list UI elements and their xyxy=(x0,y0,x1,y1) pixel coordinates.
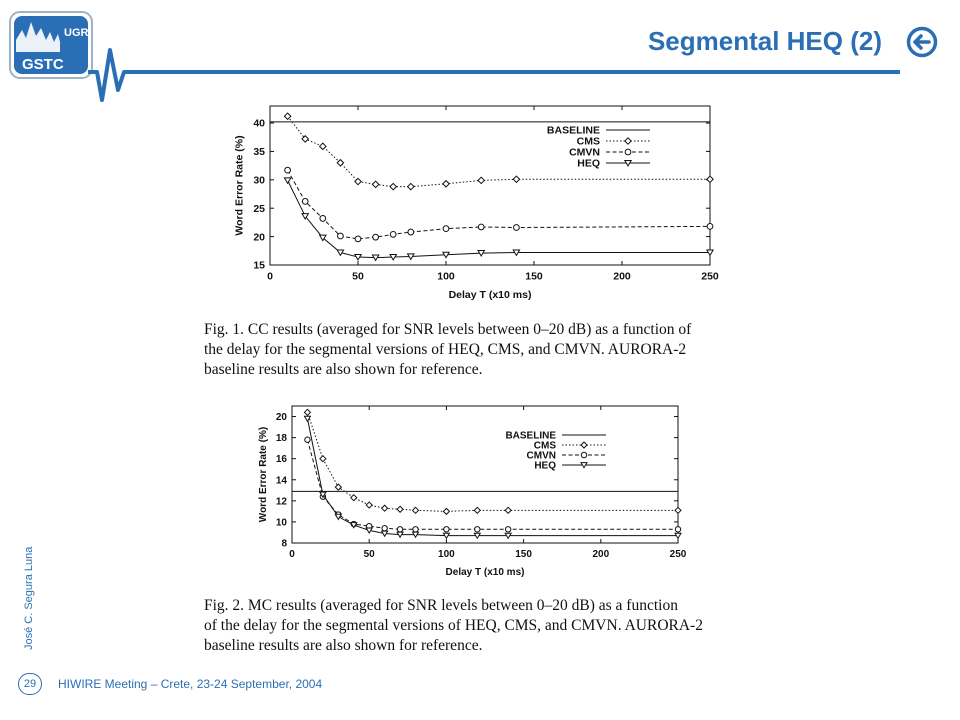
legend-label: CMS xyxy=(533,440,556,452)
arrow-left-icon[interactable] xyxy=(906,26,938,58)
legend-label: CMS xyxy=(576,135,600,148)
series-cms xyxy=(304,409,681,514)
legend-label: HEQ xyxy=(577,157,600,170)
data-point-cms xyxy=(351,495,357,501)
legend-marker xyxy=(625,149,631,155)
data-point-cms xyxy=(390,183,396,189)
y-tick-label: 20 xyxy=(275,412,287,424)
data-point-cmvn xyxy=(305,437,310,442)
data-point-cmvn xyxy=(338,233,344,239)
y-tick-label: 8 xyxy=(281,538,287,550)
data-point-cmvn xyxy=(302,199,308,205)
data-point-cms xyxy=(366,502,372,508)
series-line-cms xyxy=(288,116,710,186)
legend-label: CMVN xyxy=(569,146,600,159)
data-point-cms xyxy=(478,177,484,183)
data-point-cms xyxy=(413,507,419,513)
data-point-cmvn xyxy=(397,527,402,532)
fig1-caption-line: baseline results are also shown for reference. xyxy=(204,361,483,378)
data-point-cms xyxy=(335,484,341,490)
series-line-heq xyxy=(288,180,710,257)
y-tick-label: 16 xyxy=(275,454,287,466)
data-point-cmvn xyxy=(675,527,680,532)
fig1-caption-line: the delay for the segmental versions of HEQ, CMS, and CMVN. AURORA-2 xyxy=(204,341,687,358)
legend-marker xyxy=(625,138,631,144)
page-title: Segmental HEQ (2) xyxy=(647,26,882,56)
legend-label: BASELINE xyxy=(505,430,556,442)
data-point-cms xyxy=(372,181,378,187)
data-point-cms xyxy=(513,176,519,182)
x-tick-label: 150 xyxy=(515,549,532,560)
fig1-caption xyxy=(204,320,691,380)
data-point-cms xyxy=(443,508,449,514)
series-heq xyxy=(284,178,713,261)
y-tick-label: 15 xyxy=(253,259,265,272)
data-point-cmvn xyxy=(382,526,387,531)
y-tick-label: 25 xyxy=(253,202,265,215)
x-tick-label: 150 xyxy=(525,270,543,283)
x-axis-label: Delay T (x10 ms) xyxy=(448,289,532,301)
data-point-cms xyxy=(284,113,290,119)
data-point-cmvn xyxy=(355,236,361,242)
data-point-cms xyxy=(443,181,449,187)
series-cmvn xyxy=(305,437,681,532)
y-axis-label: Word Error Rate (%) xyxy=(233,135,246,236)
data-point-cmvn xyxy=(320,216,326,222)
series-cmvn xyxy=(285,167,713,241)
logo xyxy=(10,12,92,78)
x-tick-label: 200 xyxy=(613,270,631,283)
data-point-cms xyxy=(505,507,511,513)
y-tick-label: 10 xyxy=(275,517,287,529)
legend-marker xyxy=(581,442,587,448)
data-point-cmvn xyxy=(390,231,396,237)
data-point-heq xyxy=(304,416,310,421)
data-point-cms xyxy=(474,507,480,513)
data-point-cmvn xyxy=(505,527,510,532)
y-tick-label: 40 xyxy=(253,117,265,130)
series-line-cmvn xyxy=(307,440,678,530)
y-tick-label: 14 xyxy=(275,475,287,487)
y-axis-label: Word Error Rate (%) xyxy=(258,426,269,523)
data-point-cmvn xyxy=(443,226,449,232)
x-tick-label: 50 xyxy=(352,270,364,283)
y-tick-label: 30 xyxy=(253,174,265,187)
data-point-cmvn xyxy=(413,527,418,532)
x-tick-label: 100 xyxy=(437,270,455,283)
y-tick-label: 12 xyxy=(275,496,287,508)
data-point-cms xyxy=(355,178,361,184)
x-axis-label: Delay T (x10 ms) xyxy=(445,567,525,578)
fig2-caption-line: of the delay for the segmental versions of HEQ, CMS, and CMVN. AURORA-2 xyxy=(204,617,703,634)
y-tick-label: 18 xyxy=(275,433,287,445)
data-point-cms xyxy=(382,505,388,511)
chart-mc-results xyxy=(236,398,696,586)
logo-text-top: UGR xyxy=(64,27,89,39)
series-line-heq xyxy=(307,419,678,536)
data-point-cmvn xyxy=(444,527,449,532)
data-point-cmvn xyxy=(373,234,379,240)
series-heq xyxy=(304,416,681,538)
chart-cc-results xyxy=(210,100,730,310)
series-line-cmvn xyxy=(288,170,710,239)
x-tick-label: 50 xyxy=(363,549,375,560)
legend-marker xyxy=(581,452,586,457)
data-point-cmvn xyxy=(707,224,713,230)
data-point-cms xyxy=(320,143,326,149)
data-point-cms xyxy=(397,506,403,512)
fig2-caption xyxy=(204,596,703,656)
legend-label: HEQ xyxy=(534,460,556,472)
y-tick-label: 20 xyxy=(253,231,265,244)
author-name: José C. Segura Luna xyxy=(23,546,35,650)
data-point-cms xyxy=(304,409,310,415)
data-point-cms xyxy=(337,160,343,166)
y-tick-label: 35 xyxy=(253,146,265,159)
fig2-caption-line: Fig. 2. MC results (averaged for SNR levels between 0–20 dB) as a function xyxy=(204,597,678,614)
x-tick-label: 0 xyxy=(289,549,295,560)
data-point-cmvn xyxy=(514,225,520,231)
meeting-footer: HIWIRE Meeting – Crete, 23-24 September, 2004 xyxy=(58,677,323,691)
x-tick-label: 250 xyxy=(669,549,687,560)
legend-label: CMVN xyxy=(526,450,556,462)
data-point-cmvn xyxy=(478,224,484,230)
page-number: 29 xyxy=(18,673,42,695)
legend-label: BASELINE xyxy=(546,124,600,137)
data-point-cms xyxy=(707,176,713,182)
fig2-caption-line: baseline results are also shown for reference. xyxy=(204,637,483,654)
x-tick-label: 250 xyxy=(701,270,719,283)
heartbeat-line xyxy=(88,50,900,100)
data-point-cms xyxy=(320,456,326,462)
series-line-cms xyxy=(307,412,678,511)
x-tick-label: 100 xyxy=(438,549,455,560)
data-point-cmvn xyxy=(408,229,414,235)
data-point-cms xyxy=(675,507,681,513)
x-tick-label: 0 xyxy=(267,270,273,283)
data-point-heq xyxy=(284,178,290,183)
data-point-cms xyxy=(408,183,414,189)
logo-text-bottom: GSTC xyxy=(22,56,64,73)
data-point-cmvn xyxy=(475,527,480,532)
fig1-caption-line: Fig. 1. CC results (averaged for SNR levels between 0–20 dB) as a function of xyxy=(204,321,692,338)
data-point-cmvn xyxy=(285,167,291,173)
series-cms xyxy=(284,113,713,190)
x-tick-label: 200 xyxy=(592,549,610,560)
